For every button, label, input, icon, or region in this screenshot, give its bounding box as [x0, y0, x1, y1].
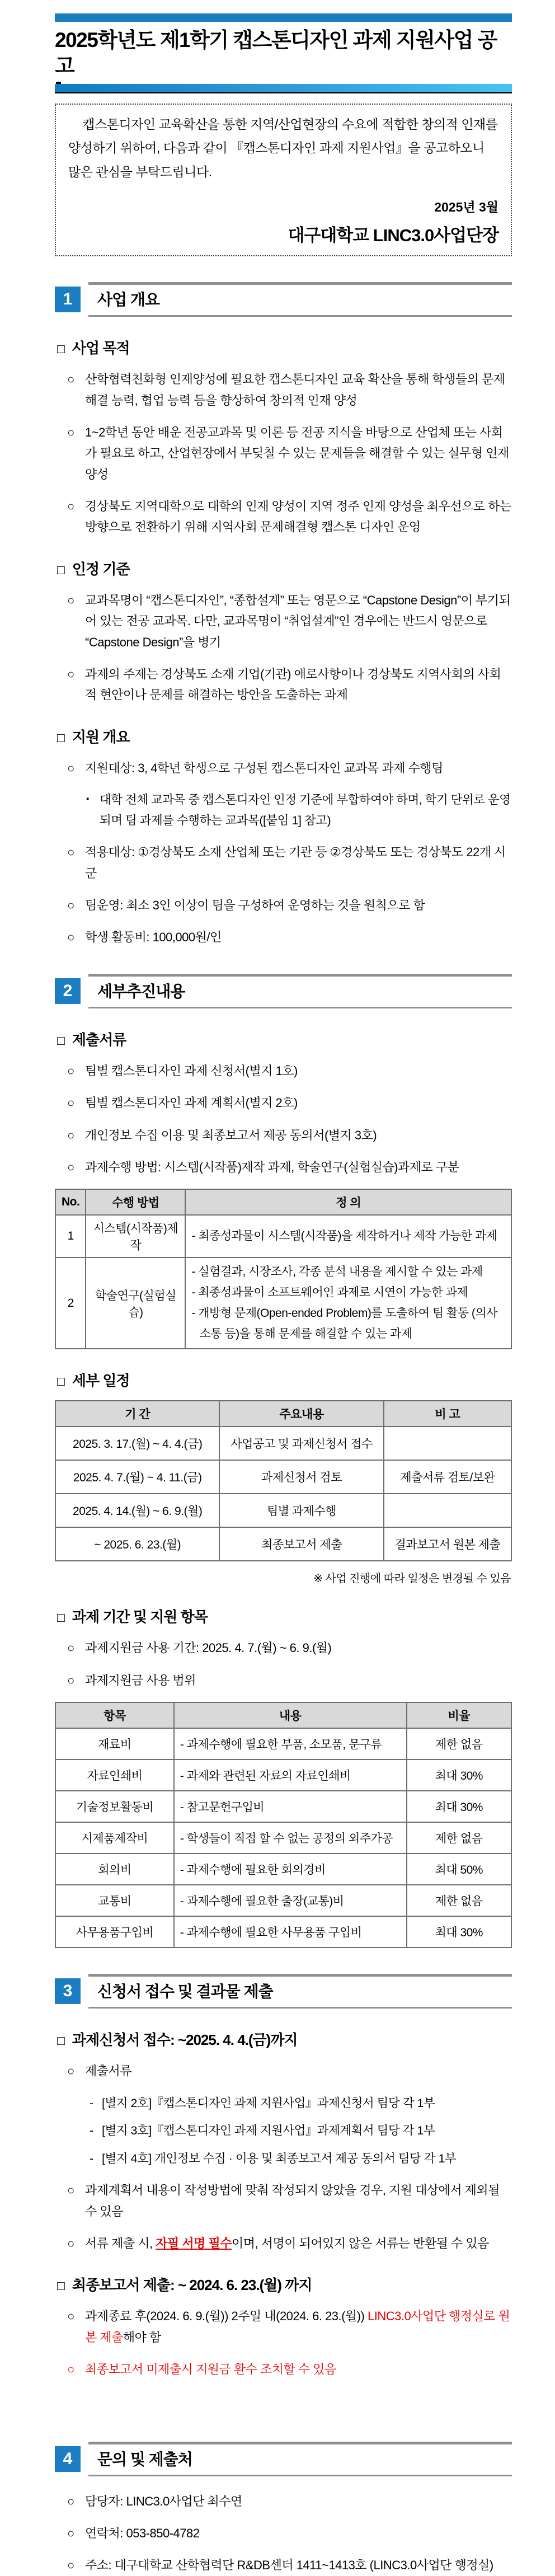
bar-dash-mark [56, 82, 61, 84]
contact-address [67, 2555, 512, 2575]
contact-person [67, 2491, 512, 2512]
signature-required-bullet [67, 2233, 512, 2254]
budget-col-item: 항목 [55, 1702, 174, 1728]
heading-overview [57, 726, 512, 747]
circle-bullet-icon: ○ [67, 2309, 74, 2324]
budget-row-1-item: 재료비 [55, 1728, 174, 1759]
heading-criteria-label: 인정 기준 [72, 560, 130, 578]
method-row-1-no: 1 [55, 1215, 86, 1257]
small-square-bullet-icon: ▪ [86, 794, 89, 804]
budget-row-4-item: 시제품제작비 [55, 1822, 174, 1854]
heading-criteria [57, 558, 512, 579]
signature-required-suffix: 이며, 서명이 되어있지 않은 서류는 반환될 수 있음 [231, 2236, 489, 2251]
section-1-rule [88, 282, 512, 317]
definition-line: - 최종성과물이 시스템(시작품)을 제작하거나 제작 가능한 과제 [191, 1230, 497, 1243]
heading-receipt-label: 과제신청서 접수: ~2025. 4. 4.(금)까지 [72, 2031, 298, 2049]
plan-warning-text: 과제계획서 내용이 작성방법에 맞춰 작성되지 않았을 경우, 지원 대상에서 제외될 수 있음 [85, 2183, 500, 2218]
method-table-row-1 [55, 1215, 511, 1257]
signature-required-prefix: 서류 제출 시, [85, 2236, 156, 2251]
circle-bullet-icon: ○ [67, 2362, 74, 2377]
section-3-title: 신청서 접수 및 결과물 제출 [97, 1983, 273, 2001]
documents-item-3 [67, 1125, 512, 1146]
method-row-1-method: 시스템(시작품)제작 [86, 1215, 185, 1257]
dash-bullet-icon: - [90, 2096, 93, 2110]
heading-overview-label: 지원 개요 [72, 728, 130, 745]
section-2-number-badge: 2 [55, 978, 81, 1004]
schedule-row-4-note: 결과보고서 원본 제출 [384, 1527, 511, 1561]
circle-bullet-icon: ○ [67, 667, 74, 682]
heading-documents [57, 1029, 512, 1049]
dash-bullet-icon: - [90, 2151, 93, 2165]
budget-row-3-item: 기술정보활동비 [55, 1791, 174, 1822]
criteria-item-2-text: 과제의 주제는 경상북도 소재 기업(기관) 애로사항이나 경상북도 지역사회의 사회적 현안이나 문제를 해결하는 방안을 도출하는 과제 [85, 667, 501, 702]
circle-bullet-icon: ○ [67, 898, 74, 913]
section-1-number-badge: 1 [55, 287, 81, 312]
budget-row-6-content: - 과제수행에 필요한 출장(교통)비 [174, 1885, 407, 1916]
schedule-row-3-content: 팀별 과제수행 [219, 1494, 383, 1527]
method-row-1-definition [185, 1215, 511, 1257]
square-bullet-icon: □ [57, 1374, 64, 1389]
receipt-doc-item-1-text: [별지 2호]『캡스톤디자인 과제 지원사업』과제신청서 팀당 각 1부 [102, 2096, 435, 2110]
circle-bullet-icon: ○ [67, 1096, 74, 1110]
schedule-row-3-note [384, 1494, 511, 1527]
section-4-header [55, 2442, 512, 2476]
schedule-table-header-row [55, 1401, 511, 1427]
budget-col-content: 내용 [174, 1702, 407, 1728]
schedule-row-1-content: 사업공고 및 과제신청서 접수 [219, 1427, 383, 1460]
section-1-title: 사업 개요 [97, 291, 159, 309]
heading-schedule-label: 세부 일정 [72, 1372, 130, 1390]
budget-row-3-ratio: 최대 30% [407, 1791, 511, 1822]
schedule-row-2 [55, 1460, 511, 1494]
overview-item-4 [67, 927, 512, 947]
circle-bullet-icon: ○ [67, 1063, 74, 1078]
receipt-doc-item-3 [90, 2148, 512, 2169]
circle-bullet-icon: ○ [67, 2236, 74, 2251]
schedule-row-3 [55, 1494, 511, 1527]
method-table-row-2 [55, 1257, 511, 1349]
overview-item-1 [67, 758, 512, 778]
plan-warning-bullet [67, 2180, 512, 2222]
budget-row-6 [55, 1885, 511, 1916]
final-submit-emphasis: LINC3.0사업단 행정실로 원본 제출 [85, 2309, 510, 2344]
section-4-title: 문의 및 제출처 [97, 2450, 192, 2468]
heading-purpose [57, 337, 512, 358]
square-bullet-icon: □ [57, 341, 64, 356]
contact-person-text: 담당자: LINC3.0사업단 최수연 [85, 2494, 242, 2508]
receipt-docs-bullet [67, 2061, 512, 2081]
definition-line: - 실험결과, 시장조사, 각종 분석 내용을 제시할 수 있는 과제 [191, 1265, 483, 1279]
circle-bullet-icon: ○ [67, 930, 74, 945]
intro-date: 2025년 3월 [434, 200, 498, 215]
budget-row-1-ratio: 제한 없음 [407, 1728, 511, 1759]
title-top-bar [55, 13, 512, 22]
documents-item-2-text: 팀별 캡스톤디자인 과제 계획서(별지 2호) [85, 1096, 298, 1110]
method-table [55, 1189, 512, 1349]
support-item-2 [67, 1670, 512, 1691]
schedule-row-1-period: 2025. 3. 17.(월) ~ 4. 4.(금) [55, 1427, 219, 1460]
circle-bullet-icon: ○ [67, 1673, 74, 1687]
contact-phone [67, 2523, 512, 2544]
budget-row-4-content: - 학생들이 직접 할 수 없는 공정의 외주가공 [174, 1822, 407, 1854]
signature-required-text [85, 2233, 512, 2254]
final-submit-bullet [67, 2306, 512, 2348]
method-table-header-row [55, 1189, 511, 1215]
circle-bullet-icon: ○ [67, 425, 74, 439]
circle-bullet-icon: ○ [67, 1128, 74, 1142]
schedule-row-1-note [384, 1427, 511, 1460]
contact-address-text: 주소: 대구대학교 산학협력단 R&DB센터 1411~1413호 (LINC3.0사업단 행정실) [85, 2558, 493, 2573]
signature-required-emphasis: 자필 서명 필수 [156, 2236, 232, 2251]
budget-table-header-row [55, 1702, 511, 1728]
section-2-header [55, 974, 512, 1008]
documents-item-4 [67, 1157, 512, 1177]
criteria-item-1 [67, 590, 512, 653]
documents-item-3-text: 개인정보 수집 이용 및 최종보고서 제공 동의서(별지 3호) [85, 1128, 377, 1142]
section-4-number-badge: 4 [55, 2446, 81, 2472]
circle-bullet-icon: ○ [67, 2183, 74, 2198]
circle-bullet-icon: ○ [67, 499, 74, 514]
circle-bullet-icon: ○ [67, 372, 74, 387]
budget-row-2-content: - 과제와 관련된 자료의 자료인쇄비 [174, 1759, 407, 1791]
overview-item-1-text: 지원대상: 3, 4학년 학생으로 구성된 캡스톤디자인 교과목 과제 수행팀 [85, 761, 443, 775]
section-3-number-badge: 3 [55, 1978, 81, 2004]
purpose-item-3 [67, 496, 512, 538]
contact-phone-text: 연락처: 053-850-4782 [85, 2526, 200, 2540]
circle-bullet-icon: ○ [67, 2558, 74, 2573]
heading-schedule [57, 1369, 512, 1390]
circle-bullet-icon: ○ [67, 1641, 74, 1655]
budget-row-7-content: - 과제수행에 필요한 사무용품 구입비 [174, 1916, 407, 1948]
section-1-header [55, 282, 512, 317]
budget-row-4 [55, 1822, 511, 1854]
square-bullet-icon: □ [57, 2278, 64, 2293]
section-2-title: 세부추진내용 [97, 982, 185, 1000]
budget-row-5-item: 회의비 [55, 1854, 174, 1885]
receipt-doc-item-3-text: [별지 4호] 개인정보 수집 · 이용 및 최종보고서 제공 동의서 팀당 각 1부 [102, 2151, 457, 2165]
schedule-table [55, 1400, 512, 1561]
schedule-change-note: ※ 사업 진행에 따라 일정은 변경될 수 있음 [313, 1573, 511, 1585]
method-col-no: No. [55, 1189, 86, 1215]
heading-final-report-label: 최종보고서 제출: ~ 2024. 6. 23.(월) 까지 [72, 2277, 312, 2294]
overview-item-3 [67, 895, 512, 916]
circle-bullet-icon: ○ [67, 593, 74, 607]
refund-warning-bullet [67, 2359, 512, 2380]
purpose-item-1 [67, 369, 512, 411]
budget-row-7-ratio: 최대 30% [407, 1916, 511, 1948]
schedule-row-3-period: 2025. 4. 14.(월) ~ 6. 9.(월) [55, 1494, 219, 1527]
purpose-item-3-text: 경상북도 지역대학으로 대학의 인재 양성이 지역 정주 인재 양성을 최우선으로 하는 방향으로 전환하기 위해 지역사회 문제해결형 캡스톤 디자인 운영 [85, 499, 511, 534]
criteria-item-2 [67, 664, 512, 706]
support-item-1 [67, 1637, 512, 1658]
circle-bullet-icon: ○ [67, 2526, 74, 2540]
square-bullet-icon: □ [57, 1610, 64, 1625]
method-col-method: 수행 방법 [86, 1189, 185, 1215]
refund-warning-text: 최종보고서 미제출시 지원금 환수 조치할 수 있음 [85, 2362, 336, 2377]
budget-row-3-content: - 참고문헌구입비 [174, 1791, 407, 1822]
receipt-doc-item-2-text: [별지 3호]『캡스톤디자인 과제 지원사업』과제계획서 팀당 각 1부 [102, 2124, 435, 2138]
budget-row-5-content: - 과제수행에 필요한 회의경비 [174, 1854, 407, 1885]
title-underline-bar [55, 84, 512, 93]
purpose-item-2 [67, 422, 512, 485]
schedule-row-2-period: 2025. 4. 7.(월) ~ 4. 11.(금) [55, 1460, 219, 1494]
circle-bullet-icon: ○ [67, 845, 74, 860]
document-title: 2025학년도 제1학기 캡스톤디자인 과제 지원사업 공고 [55, 29, 497, 78]
circle-bullet-icon: ○ [67, 1160, 74, 1175]
square-bullet-icon: □ [57, 2033, 64, 2048]
method-col-definition: 정 의 [185, 1189, 511, 1215]
circle-bullet-icon: ○ [67, 2494, 74, 2508]
documents-item-1 [67, 1061, 512, 1081]
receipt-doc-item-1 [90, 2093, 512, 2114]
heading-final-report [57, 2274, 512, 2295]
schedule-row-4-content: 최종보고서 제출 [219, 1527, 383, 1561]
schedule-row-4 [55, 1527, 511, 1561]
support-item-1-text: 과제지원금 사용 기간: 2025. 4. 7.(월) ~ 6. 9.(월) [85, 1641, 332, 1655]
overview-subitem-1-text: 대학 전체 교과목 중 캡스톤디자인 인정 기준에 부합하여야 하며, 학기 단위로 운영되며 팀 과제를 수행하는 교과목([붙임 1] 참고) [100, 793, 511, 827]
schedule-row-4-period: ~ 2025. 6. 23.(월) [55, 1527, 219, 1561]
heading-receipt [57, 2029, 512, 2049]
section-4-rule [88, 2442, 512, 2476]
method-row-2-no: 2 [55, 1257, 86, 1349]
final-submit-text [85, 2306, 512, 2348]
budget-row-6-ratio: 제한 없음 [407, 1885, 511, 1916]
intro-paragraph: 캡스톤디자인 교육확산을 통한 지역/산업현장의 수요에 적합한 창의적 인재를 양성하기 위하여, 다음과 같이 『캡스톤디자인 과제 지원사업』을 공고하오니 많은 관심을 부탁드립니다. [68, 116, 498, 179]
schedule-col-note: 비 고 [384, 1401, 511, 1427]
schedule-row-2-content: 과제신청서 검토 [219, 1460, 383, 1494]
purpose-item-1-text: 산학협력친화형 인재양성에 필요한 캡스톤디자인 교육 확산을 통해 학생들의 문제해결 능력, 협업 능력 등을 향상하여 창의적 인재 양성 [85, 372, 505, 407]
overview-subitem-1 [86, 790, 512, 830]
budget-row-2 [55, 1759, 511, 1791]
overview-item-3-text: 팀운영: 최소 3인 이상이 팀을 구성하여 운영하는 것을 원칙으로 함 [85, 898, 425, 913]
circle-bullet-icon: ○ [67, 761, 74, 775]
square-bullet-icon: □ [57, 730, 64, 745]
budget-row-5-ratio: 최대 50% [407, 1854, 511, 1885]
intro-box [55, 104, 512, 257]
final-submit-prefix: 과제종료 후(2024. 6. 9.(월)) 2주일 내(2024. 6. 23.(월)) [85, 2309, 368, 2324]
heading-support [57, 1606, 512, 1626]
section-2-rule [88, 974, 512, 1008]
schedule-row-2-note: 제출서류 검토/보완 [384, 1460, 511, 1494]
schedule-col-content: 주요내용 [219, 1401, 383, 1427]
budget-row-4-ratio: 제한 없음 [407, 1822, 511, 1854]
section-3-header [55, 1974, 512, 2009]
receipt-docs-label: 제출서류 [85, 2064, 132, 2078]
overview-item-2-text: 적용대상: ①경상북도 소재 산업체 또는 기관 등 ②경상북도 또는 경상북도 22개 시군 [85, 845, 506, 880]
dash-bullet-icon: - [90, 2124, 93, 2138]
budget-row-5 [55, 1854, 511, 1885]
definition-line: - 최종성과물이 소프트웨어인 과제로 시연이 가능한 과제 [191, 1286, 468, 1299]
heading-support-label: 과제 기간 및 지원 항목 [72, 1608, 208, 1626]
schedule-row-1 [55, 1427, 511, 1460]
budget-table [55, 1702, 512, 1948]
budget-col-ratio: 비율 [407, 1702, 511, 1728]
purpose-item-2-text: 1~2학년 동안 배운 전공교과목 및 이론 등 전공 지식을 바탕으로 산업체 또는 사회가 필요로 하고, 산업현장에서 부딪칠 수 있는 문제들을 해결할 수 있는 실무형 인재 양성 [85, 425, 509, 481]
final-submit-suffix: 해야 함 [123, 2330, 161, 2344]
overview-item-2 [67, 842, 512, 884]
schedule-col-period: 기 간 [55, 1401, 219, 1427]
budget-row-7 [55, 1916, 511, 1948]
support-item-2-text: 과제지원금 사용 범위 [85, 1673, 196, 1687]
budget-row-1 [55, 1728, 511, 1759]
definition-line: - 개방형 문제(Open-ended Problem)를 도출하여 팀 활동 (의사소통 등)을 통해 문제를 해결할 수 있는 과제 [191, 1306, 497, 1340]
budget-row-7-item: 사무용품구입비 [55, 1916, 174, 1948]
overview-item-4-text: 학생 활동비: 100,000원/인 [85, 930, 222, 945]
documents-item-4-text: 과제수행 방법: 시스템(시작품)제작 과제, 학술연구(실험실습)과제로 구분 [85, 1160, 459, 1175]
documents-item-2 [67, 1092, 512, 1113]
budget-row-6-item: 교통비 [55, 1885, 174, 1916]
method-row-2-method: 학술연구(실험실습) [86, 1257, 185, 1349]
circle-bullet-icon: ○ [67, 2064, 74, 2078]
square-bullet-icon: □ [57, 1033, 64, 1048]
intro-signature: 대구대학교 LINC3.0사업단장 [288, 226, 498, 246]
square-bullet-icon: □ [57, 562, 64, 577]
receipt-doc-item-2 [90, 2120, 512, 2141]
heading-purpose-label: 사업 목적 [72, 340, 130, 357]
budget-row-1-content: - 과제수행에 필요한 부품, 소모품, 문구류 [174, 1728, 407, 1759]
criteria-item-1-text: 교과목명이 “캡스톤디자인”, “종합설계” 또는 영문으로 “Capstone Design”이 부기되어 있는 전공 교과목. 다만, 교과목명이 “취업설계”인 경우에는 반드시 영문으로 “Capstone Design”을 병기 [85, 593, 511, 649]
budget-row-2-ratio: 최대 30% [407, 1759, 511, 1791]
budget-row-3 [55, 1791, 511, 1822]
section-3-rule [88, 1974, 512, 2009]
heading-documents-label: 제출서류 [72, 1031, 126, 1048]
method-row-2-definition [185, 1257, 511, 1349]
budget-row-2-item: 자료인쇄비 [55, 1759, 174, 1791]
documents-item-1-text: 팀별 캡스톤디자인 과제 신청서(별지 1호) [85, 1063, 298, 1078]
